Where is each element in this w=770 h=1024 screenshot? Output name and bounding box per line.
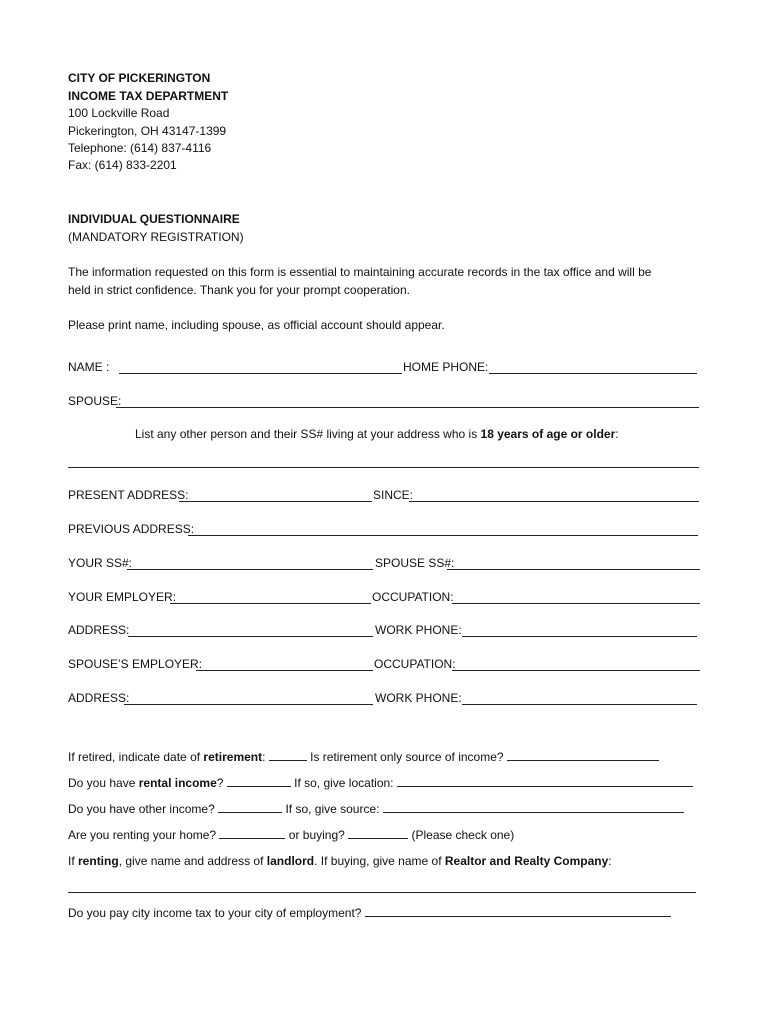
spouse-work-phone-label: WORK PHONE:: [375, 691, 462, 705]
employer-address-field[interactable]: [128, 636, 373, 637]
occupation-label: OCCUPATION:: [372, 590, 454, 604]
previous-address-field[interactable]: [188, 535, 698, 536]
since-field[interactable]: [409, 501, 699, 502]
buying-field[interactable]: [348, 827, 408, 839]
spouse-label: SPOUSE:: [68, 394, 122, 408]
your-employer-label: YOUR EMPLOYER:: [68, 590, 177, 604]
other-persons-instruction: List any other person and their SS# living at your address who is 18 years of age or older:: [135, 427, 619, 441]
previous-address-label: PREVIOUS ADDRESS:: [68, 522, 195, 536]
spouse-employer-address-label: ADDRESS:: [68, 691, 130, 705]
other-income-source-field[interactable]: [383, 801, 684, 813]
spouse-occupation-field[interactable]: [452, 670, 700, 671]
spouse-employer-field[interactable]: [196, 670, 373, 671]
since-label: SINCE:: [373, 488, 414, 502]
intro-line-1: The information requested on this form is essential to maintaining accurate records in the tax office and will be: [68, 265, 652, 279]
other-income-field[interactable]: [218, 801, 282, 813]
form-title: INDIVIDUAL QUESTIONNAIRE: [68, 212, 240, 226]
instruction-text: Please print name, including spouse, as official account should appear.: [68, 318, 445, 332]
retirement-only-source-field[interactable]: [507, 749, 659, 761]
renting-field[interactable]: [219, 827, 285, 839]
intro-line-2: held in strict confidence. Thank you for your prompt cooperation.: [68, 283, 410, 297]
retirement-date-field[interactable]: [269, 749, 307, 761]
renting-question: Are you renting your home? or buying? (Please check one): [68, 828, 515, 842]
name-label: NAME :: [68, 360, 110, 374]
fax: Fax: (614) 833-2201: [68, 158, 177, 172]
present-address-field[interactable]: [179, 501, 372, 502]
department-name: INCOME TAX DEPARTMENT: [68, 89, 229, 103]
spouse-employer-address-field[interactable]: [124, 704, 373, 705]
city-name: CITY OF PICKERINGTON: [68, 71, 211, 85]
telephone: Telephone: (614) 837-4116: [68, 141, 212, 155]
work-phone-label: WORK PHONE:: [375, 623, 462, 637]
work-phone-field[interactable]: [462, 636, 697, 637]
street-address: 100 Lockville Road: [68, 106, 170, 120]
form-subtitle: (MANDATORY REGISTRATION): [68, 230, 244, 244]
city-tax-field[interactable]: [365, 905, 671, 917]
city-tax-question: Do you pay city income tax to your city of employment?: [68, 905, 671, 922]
other-persons-field[interactable]: [68, 467, 699, 468]
occupation-field[interactable]: [452, 603, 700, 604]
spouse-field[interactable]: [116, 407, 699, 408]
employer-address-label: ADDRESS:: [68, 623, 130, 637]
spouse-employer-label: SPOUSE’S EMPLOYER:: [68, 657, 203, 671]
home-phone-label: HOME PHONE:: [403, 360, 489, 374]
spouse-ss-field[interactable]: [447, 569, 700, 570]
city-state-zip: Pickerington, OH 43147-1399: [68, 124, 227, 138]
home-phone-field[interactable]: [489, 373, 697, 374]
present-address-label: PRESENT ADDRESS:: [68, 488, 189, 502]
rental-location-field[interactable]: [397, 775, 693, 787]
rental-income-question: Do you have rental income? If so, give location:: [68, 775, 693, 792]
your-ss-field[interactable]: [127, 569, 373, 570]
your-ss-label: YOUR SS#:: [68, 556, 133, 570]
spouse-ss-label: SPOUSE SS#:: [375, 556, 455, 570]
landlord-question: If renting, give name and address of landlord. If buying, give name of Realtor and Realty Company:: [68, 854, 612, 868]
retirement-question: If retired, indicate date of retirement: Is retirement only source of income?: [68, 749, 659, 766]
rental-income-field[interactable]: [227, 775, 291, 787]
spouse-work-phone-field[interactable]: [462, 704, 697, 705]
spouse-occupation-label: OCCUPATION:: [374, 657, 456, 671]
name-field[interactable]: [119, 373, 402, 374]
your-employer-field[interactable]: [170, 603, 371, 604]
other-income-question: Do you have other income? If so, give source:: [68, 801, 684, 818]
landlord-field[interactable]: [68, 892, 696, 893]
